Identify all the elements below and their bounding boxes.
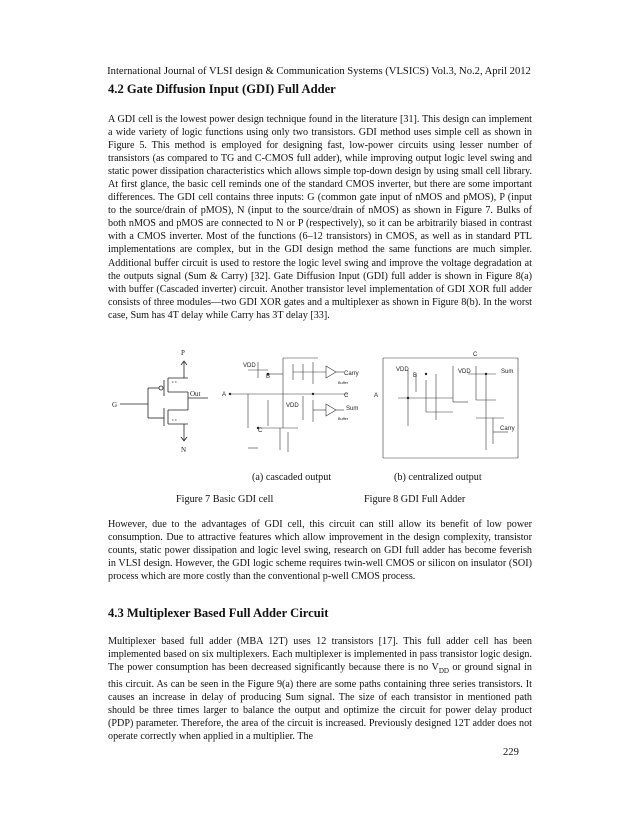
fig8a-label-a: A <box>222 392 227 398</box>
fig7-label-g: G <box>112 401 118 409</box>
fig8b-label-vdd-right: VDD <box>458 369 471 375</box>
fig8a-label-vdd-top: VDD <box>243 363 256 369</box>
fig7-caption: Figure 7 Basic GDI cell <box>176 494 274 505</box>
mux-text-part2: or ground signal in this circuit. As can be seen in the Figure 9(a) there are some paths containing three series transistors. It causes an increase in delay of producing Sum signal. The size of each transistor in mentioned path should be three times larger to balance the output and optimize the circuit for power delay product (PDP) parameter. Therefore, the area of the circuit is increased. Previously designed 12T adder does not operate correctly when applied in a multiplier. The <box>108 662 532 743</box>
fig7-label-p: P <box>181 349 185 357</box>
fig8b-label-carry: Carry <box>500 426 515 432</box>
figure-circuits <box>108 340 532 470</box>
fig8b-centralized-schematic <box>383 358 518 458</box>
fig8b-label-a: A <box>374 393 379 399</box>
fig8b-subcaption: (b) centralized output <box>394 472 482 483</box>
fig8a-label-b: B <box>266 374 271 380</box>
fig8a-label-sum: Sum <box>346 406 359 412</box>
mux-text-part1: Multiplexer based full adder (MBA 12T) uses 12 transistors [17]. This full adder cell has been implemented based on six multiplexers. Each multiplexer is implemented in pass transistor logic design. The power consumption has been decreased significantly because there is no V <box>108 636 532 674</box>
paragraph-mux-description <box>108 635 532 743</box>
fig8b-label-c: C <box>473 352 478 358</box>
fig8a-subcaption: (a) cascaded output <box>252 472 332 483</box>
journal-header: International Journal of VLSI design & Communication Systems (VLSICS) Vol.3, No.2, April 2012 <box>107 66 531 77</box>
fig8a-label-buffer-top: Buffer <box>338 381 349 385</box>
fig8b-label-vdd-left: VDD <box>396 367 409 373</box>
fig7-gdi-cell-schematic <box>120 361 208 441</box>
vdd-subscript: DD <box>438 667 449 676</box>
paragraph-gdi-description: A GDI cell is the lowest power design technique found in the literature [31]. This design can implement a wide variety of logic functions using only two transistors. GDI method uses simple cell as shown in Figure 5. This method is employed for designing fast, low-power circuits using lesser number of transistors (as compared to TG and C-CMOS full adder), while improving output logic level swing and static power dissipation characteristics which allows simple top-down design by using small cell library. At first glance, the basic cell reminds one of the standard CMOS inverter, but there are some important differences. The GDI cell contains three inputs: G (common gate input of nMOS and pMOS), P (input to the source/drain of pMOS), N (input to the source/drain of nMOS) as shown in Figure 7. Bulks of both nMOS and pMOS are connected to N or P (respectively), so it can be arbitrarily biased in contrast with a CMOS inverter. Most of the functions (6–12 transistors) in CMOS, as well as in standard PTL implementations are complex, but in the GDI design method the same functions are much simpler. Additional buffer circuit is used to restore the logic level swing and improve the voltage degradation at the outputs signal (Sum & Carry) [32]. Gate Diffusion Input (GDI) full adder is shown in Figure 8(a) with buffer (Cascaded inverter) circuit. Another transistor level implementation of GDI XOR full adder consists of three modules—two GDI XOR gates and a multiplexer as shown in Figure 8(b). In the worst case, Sum has 4T delay while Carry has 3T delay [33]. <box>108 114 532 321</box>
fig8a-label-carry: Carry <box>344 371 359 377</box>
page-number: 229 <box>503 747 519 758</box>
paragraph-gdi-advantages: However, due to the advantages of GDI cell, this circuit can still allow its benefit of low power consumption. Due to attractive features which allow improvement in the design complexity, transistor counts, static power dissipation and logic level swing, research on GDI full adder has become feverish in VLSI design. However, the GDI logic scheme requires twin-well CMOS or silicon on insulator (SOI) process which are more costly than the conventional p-well CMOS process. <box>108 519 532 583</box>
fig8a-label-c-bottom: C <box>258 428 263 434</box>
fig8a-label-vdd-bottom: VDD <box>286 403 299 409</box>
fig8a-label-buffer-bottom: Buffer <box>338 417 349 421</box>
figure-area <box>108 340 532 470</box>
fig7-label-n: N <box>181 446 187 454</box>
fig8a-label-c-mid: C <box>344 393 349 399</box>
fig8-caption: Figure 8 GDI Full Adder <box>364 494 466 505</box>
fig8b-label-sum: Sum <box>501 369 514 375</box>
section-heading-gdi: 4.2 Gate Diffusion Input (GDI) Full Adder <box>108 82 336 96</box>
section-heading-mux: 4.3 Multiplexer Based Full Adder Circuit <box>108 606 329 620</box>
fig8b-label-b: B <box>413 373 418 379</box>
fig7-label-out: Out <box>190 390 201 398</box>
